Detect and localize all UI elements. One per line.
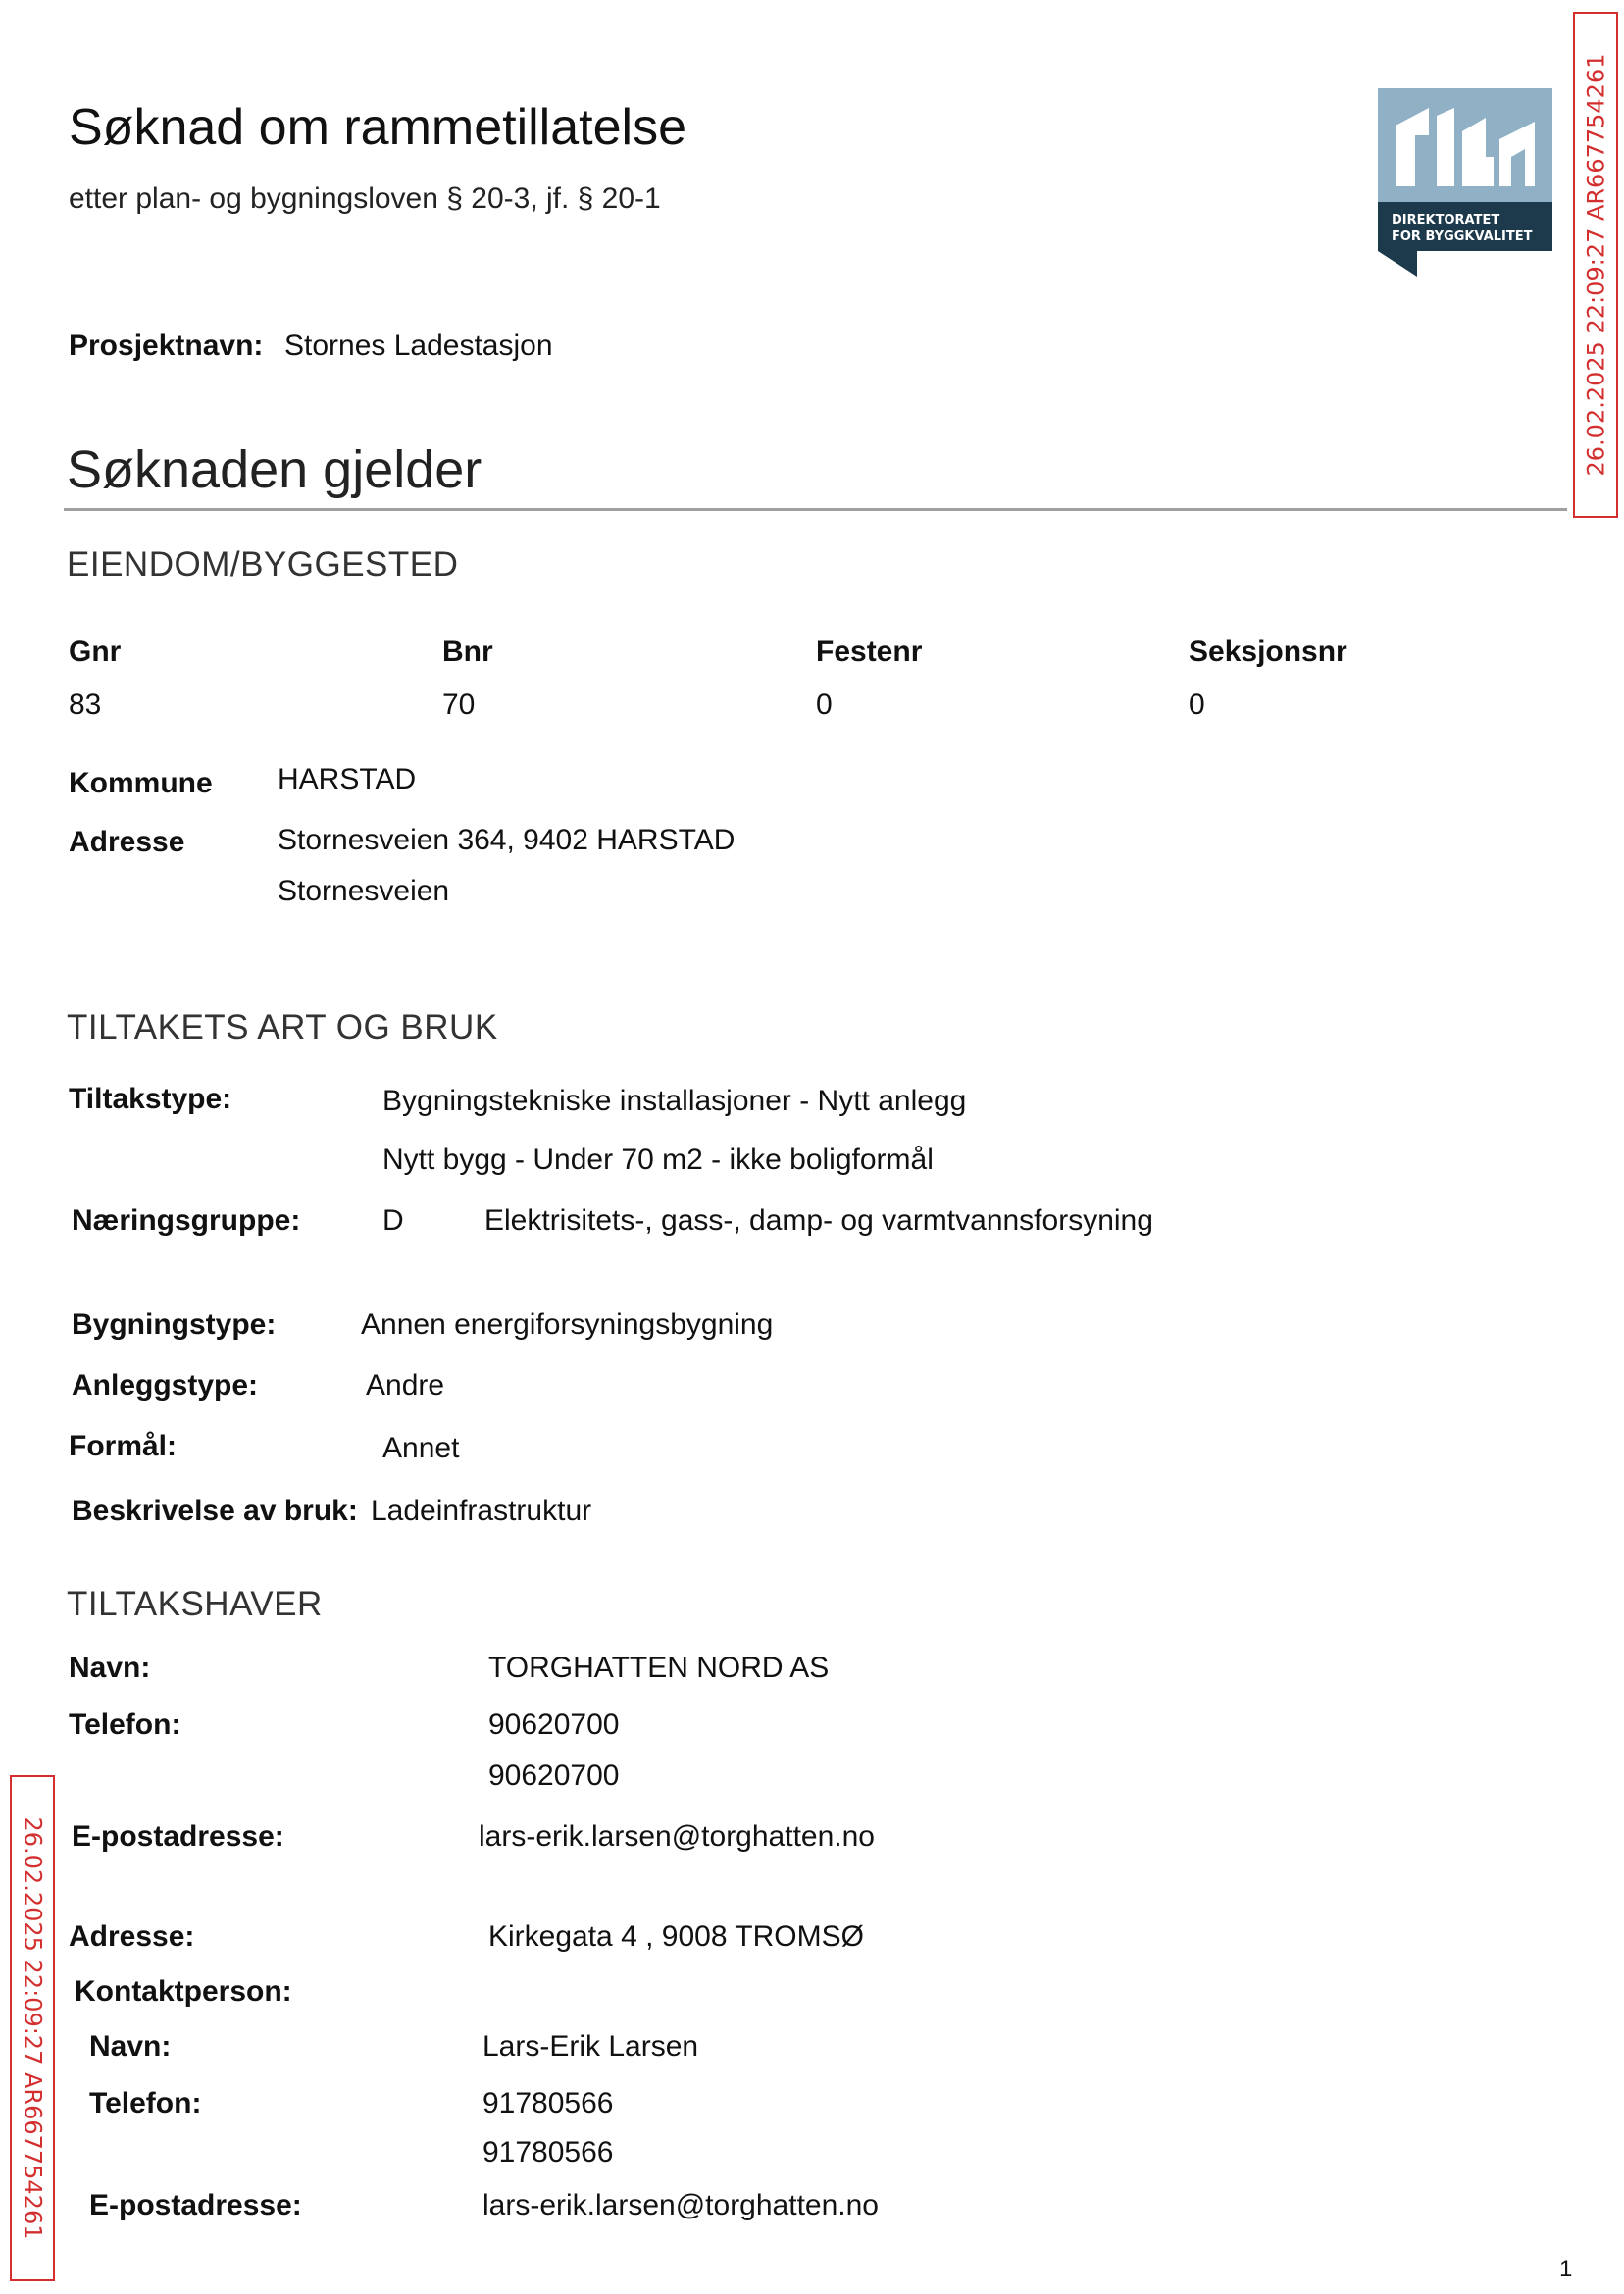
kontaktperson-navn-label: Navn: (89, 2030, 172, 2063)
beskrivelse-label: Beskrivelse av bruk: (72, 1495, 358, 1527)
bygningstype-value: Annen energiforsyningsbygning (361, 1308, 774, 1341)
tiltakshaver-telefon-2: 90620700 (488, 1759, 620, 1792)
bygningstype-label: Bygningstype: (72, 1308, 277, 1341)
festenr-label: Festenr (816, 636, 923, 668)
receipt-stamp-top-right (1573, 12, 1618, 518)
bnr-label: Bnr (442, 636, 493, 668)
property-heading: EIENDOM/BYGGESTED (67, 545, 459, 584)
svg-text:FOR BYGGKVALITET: FOR BYGGKVALITET (1392, 229, 1533, 244)
tiltakstype-label: Tiltakstype: (69, 1083, 232, 1115)
naeringsgruppe-label: Næringsgruppe: (72, 1204, 301, 1237)
page-number: 1 (1559, 2256, 1573, 2282)
seksjonsnr-label: Seksjonsnr (1189, 636, 1347, 668)
kontaktperson-epost-label: E-postadresse: (89, 2189, 302, 2221)
kontaktperson-telefon-2: 91780566 (482, 2136, 614, 2168)
dibk-logo (1378, 88, 1552, 277)
tiltakstype-value-1: Bygningstekniske installasjoner - Nytt anlegg (382, 1085, 967, 1117)
gnr-value: 83 (69, 688, 102, 721)
tiltakshaver-heading: TILTAKSHAVER (67, 1585, 323, 1623)
formal-value: Annet (382, 1432, 460, 1464)
beskrivelse-value: Ladeinfrastruktur (371, 1495, 592, 1527)
kommune-value: HARSTAD (278, 763, 417, 795)
adresse-line2: Stornesveien (278, 875, 450, 907)
formal-label: Formål: (69, 1430, 178, 1462)
project-name-label: Prosjektnavn: (69, 330, 264, 362)
tiltakshaver-adresse-value: Kirkegata 4 , 9008 TROMSØ (488, 1920, 864, 1953)
receipt-stamp-text: 26.02.2025 22:09:27 AR667754261 (19, 1816, 47, 2240)
tiltakshaver-navn-value: TORGHATTEN NORD AS (488, 1652, 830, 1684)
naeringsgruppe-value: Elektrisitets-, gass-, damp- og varmtvannsforsyning (484, 1204, 1153, 1237)
document-subtitle: etter plan- og bygningsloven § 20-3, jf. § 20-1 (69, 182, 661, 215)
seksjonsnr-value: 0 (1189, 688, 1205, 721)
naeringsgruppe-code: D (382, 1204, 404, 1237)
adresse-line1: Stornesveien 364, 9402 HARSTAD (278, 824, 736, 856)
tiltakstype-value-2: Nytt bygg - Under 70 m2 - ikke boligformål (382, 1144, 934, 1176)
gnr-label: Gnr (69, 636, 122, 668)
section-divider (64, 508, 1567, 511)
anleggstype-value: Andre (366, 1369, 445, 1402)
kontaktperson-label: Kontaktperson: (75, 1975, 292, 2008)
festenr-value: 0 (816, 688, 833, 721)
project-name-value: Stornes Ladestasjon (284, 330, 553, 362)
kontaktperson-epost-value: lars-erik.larsen@torghatten.no (482, 2189, 879, 2221)
tiltakshaver-navn-label: Navn: (69, 1652, 151, 1684)
anleggstype-label: Anleggstype: (72, 1369, 259, 1402)
tiltakshaver-epost-value: lars-erik.larsen@torghatten.no (479, 1820, 875, 1853)
kontaktperson-telefon-1: 91780566 (482, 2087, 614, 2119)
adresse-label: Adresse (69, 826, 185, 858)
svg-text:DIREKTORATET: DIREKTORATET (1392, 213, 1500, 228)
tiltakshaver-epost-label: E-postadresse: (72, 1820, 284, 1853)
tiltakshaver-adresse-label: Adresse: (69, 1920, 195, 1953)
document-title: Søknad om rammetillatelse (69, 99, 686, 156)
tiltakshaver-telefon-label: Telefon: (69, 1708, 181, 1741)
tiltak-heading: TILTAKETS ART OG BRUK (67, 1008, 498, 1046)
receipt-stamp-bottom-left (10, 1775, 55, 2281)
tiltakshaver-telefon-1: 90620700 (488, 1708, 620, 1741)
section-title: Søknaden gjelder (67, 440, 482, 499)
kommune-label: Kommune (69, 767, 213, 799)
kontaktperson-telefon-label: Telefon: (89, 2087, 202, 2119)
kontaktperson-navn-value: Lars-Erik Larsen (482, 2030, 699, 2063)
dibk-logo-icon (1378, 88, 1552, 277)
bnr-value: 70 (442, 688, 476, 721)
receipt-stamp-text: 26.02.2025 22:09:27 AR667754261 (1582, 53, 1610, 477)
